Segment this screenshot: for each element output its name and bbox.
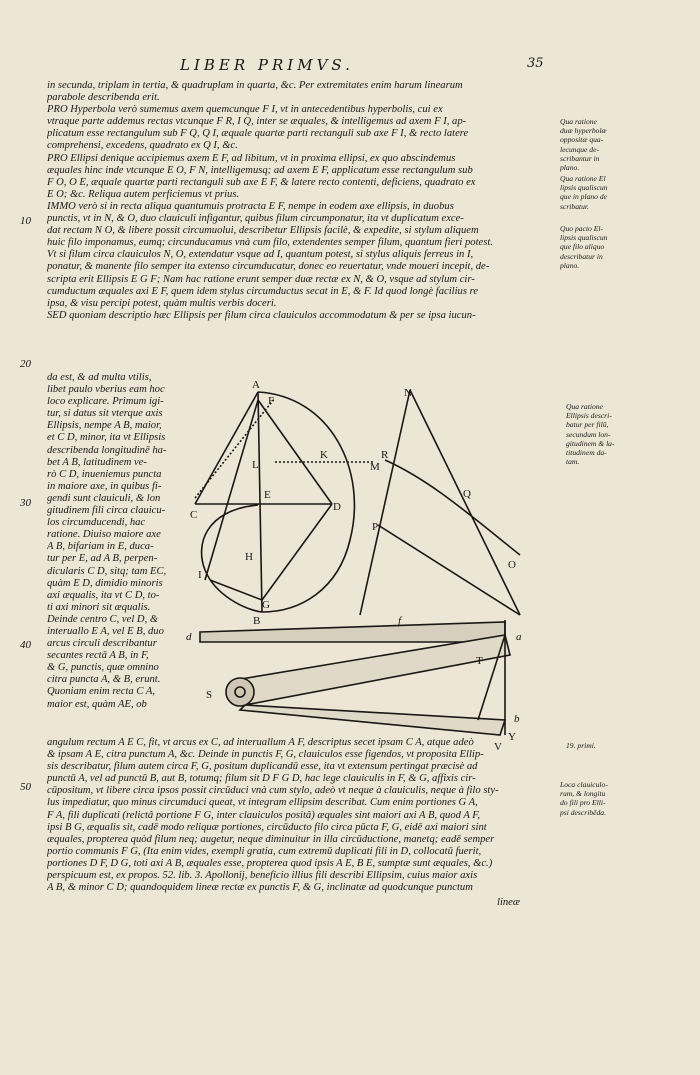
margin-note-line: lipsis qualiscun — [560, 183, 608, 193]
figure-label-v: V — [494, 741, 502, 753]
margin-note-line: rum, & longitu — [560, 789, 606, 799]
figure-label-q: Q — [463, 488, 471, 500]
margin-note-line: Qua ratione — [566, 402, 603, 411]
text-line: F A, fili duplicati (relictâ portione F G, inter clauiculos positâ) æquales sint maiori axi A B, quod A F, — [47, 809, 481, 821]
margin-note-line: que filo aliquo — [560, 242, 605, 252]
running-title: LIBER PRIMVS. — [180, 56, 354, 74]
margin-note-line: oppositæ qua- — [560, 135, 604, 145]
margin-note-line: secundum lon- — [566, 429, 611, 439]
text-line: rò C D, inueniemus puncta — [47, 468, 162, 480]
figure-label-d: D — [333, 501, 341, 513]
text-line: secantes rectā A B, in F, — [47, 650, 149, 662]
instrument-arm-lower — [240, 705, 505, 735]
text-line: A B, bifariam in E, duca- — [47, 541, 154, 553]
curve-rq — [385, 460, 520, 555]
text-line: A B, & minor C D; quandoquidem lineæ rectæ ex punctis F, & G, inclinatæ ad quodcunque punctum — [47, 882, 473, 894]
text-line: gendi sunt clauiculi, & lon — [47, 492, 161, 504]
margin-note-line: describatur in — [560, 251, 603, 261]
line-number: 50 — [20, 781, 31, 793]
text-line: ipsa, & visu percipi potest, quàm multis verbis doceri. — [47, 297, 277, 309]
figure-label-f: f — [398, 615, 402, 627]
text-line: F O, O E, æquale quartæ parti rectanguli sub axe E F, & latere recto contenti, deficiens, quadrato ex — [47, 176, 476, 188]
margin-note-line: duæ hyperbolæ — [560, 126, 607, 136]
text-line: E O; &c. Reliqua autem perficiemus vt prius. — [47, 188, 240, 200]
text-line: loco explicare. Primum igi- — [47, 396, 164, 408]
line-ac — [195, 392, 258, 504]
line-number: 20 — [20, 358, 31, 370]
margin-note-line: plano. — [560, 162, 580, 172]
text-line: maior est, quàm AE, ob — [47, 698, 147, 710]
text-line: dicularis C D, sitq; tam EC, — [47, 565, 167, 577]
text-line: da est, & ad multa vtilis, — [47, 372, 152, 383]
margin-note-line: scribatur. — [560, 201, 589, 211]
text-line: gitudinem fili circa clauicu- — [47, 505, 166, 517]
text-line: cumductum æquales axi E F, quem idem stylus circumductus secat in E, & F. Id quod longè facilius re — [47, 285, 479, 297]
text-line: in secunda, triplam in tertia, & quadruplam in quarta, &c. Per extremitates enim harum linearum — [47, 80, 463, 91]
line-number: 40 — [20, 639, 31, 651]
text-line: & G, punctis, quæ omnino — [47, 662, 159, 674]
major-axis — [258, 392, 262, 612]
figure-label-s: S — [206, 689, 213, 701]
line-number: 30 — [20, 497, 31, 509]
text-line: ponatur, & manente filo semper ita extenso circumducatur, donec eo reuertatur, vnde moueri incepit, de- — [47, 261, 490, 273]
figure-label-d: d — [186, 631, 192, 643]
figure-label-k: K — [320, 449, 328, 461]
text-line: Deinde centro C, vel D, & — [47, 613, 159, 625]
margin-note-line: do fili pro Elli- — [560, 798, 606, 808]
text-line: PRO Hyperbola verò sumemus axem quemcunque F I, vt in antecedentibus hyperbolis, cui ex — [47, 104, 443, 116]
text-line: PRO Ellipsi denique accipiemus axem E F, ad libitum, vt in proxima ellipsi, ex quo abscindemus — [47, 152, 456, 164]
instrument-rod — [200, 622, 505, 642]
text-line: angulum rectum A E C, fit, vt arcus ex C, ad interuallum A F, descriptus secet ipsam C A, atque adeò — [47, 737, 474, 748]
text-line: ratione. Diuiso maiore axe — [47, 529, 161, 541]
text-line: ipsi B G, æqualis sit, cadē modo reliquæ portiones, circūducto filo circa pūcta F, G, eidē axi maiori sint — [47, 821, 487, 833]
margin-note-line: lecunque de- — [560, 144, 600, 154]
text-line: comprehensi, excedens, quadrato ex Q I, &c. — [47, 140, 238, 152]
text-line: Vt si filum circa clauiculos N, O, extendatur vsque ad I, quantum potest, si stylus aliquis ferreus in I, — [47, 249, 474, 261]
figure-label-o: O — [508, 559, 516, 571]
line-nq — [410, 390, 520, 615]
text-line: plicatum esse rectangulum sub F Q, Q I, æquale quartæ parti rectanguli sub axe F I, & recto latere — [47, 128, 469, 140]
margin-note-line: Qua ratione El — [560, 174, 606, 183]
line-dg — [262, 504, 332, 600]
text-line: et C D, minor, ita vt Ellipsis — [47, 432, 166, 444]
figure-label-y: Y — [508, 731, 516, 743]
figure-label-g: G — [262, 599, 270, 611]
text-line: & ipsam A E, citra punctum A, &c. Deinde in punctis F, G, clauiculos esse figendos, vt proposita Ellip- — [47, 749, 484, 761]
margin-note-line: Loca clauiculo- — [560, 780, 608, 789]
text-line: interuallo E A, vel E B, duo — [47, 625, 164, 637]
margin-note-line: batur per filū, — [566, 420, 609, 430]
text-line: parabole describenda erit. — [47, 92, 160, 104]
margin-note-line: titudinem da- — [566, 447, 607, 457]
figure-label-p: P — [372, 521, 379, 533]
text-line: describenda longitudinē ha- — [47, 444, 167, 456]
text-line: portiones D F, D G, toti axi A B, æquales esse, propterea quod ipsis A E, B E, sumptæ sunt æquales, &c.) — [47, 857, 493, 869]
text-line: libet paulo vberius eam hoc — [47, 384, 165, 396]
text-line: punctū A, vel ad punctū B, aut B, totumq; filum sit D F G D, hac lege clauiculis in F, & G, affixis cir- — [47, 773, 476, 785]
text-line: Ellipsis, nempe A B, maior, — [47, 420, 162, 432]
margin-note-line: Quo pacto El- — [560, 224, 604, 233]
figure-label-m: M — [370, 461, 380, 473]
instrument-pivot — [226, 678, 254, 706]
margin-note-line: tam. — [566, 457, 580, 467]
text-line: scripta erit Ellipsis E G F; Nam hac ratione erunt semper duæ rectæ ex N, & O, vsque ad stylum cir- — [47, 273, 475, 285]
figure-label-t: T — [476, 655, 483, 667]
figure-label-i: I — [198, 569, 202, 581]
text-line: IMMO verò si in recta aliqua quantumuis protracta E F, nempe in eodem axe ellipsis, in duobus — [47, 200, 454, 212]
figure-label-f: F — [268, 395, 275, 407]
figure-label-r: R — [381, 449, 389, 461]
figure-label-b: B — [253, 615, 261, 627]
figure-label-l: L — [252, 459, 259, 471]
margin-note-line: gitudinem & la- — [566, 438, 615, 448]
text-line: dat rectam N O, & libere possit circumuolui, describetur Ellipsis facilè, & expedite, si stylum aliquem — [47, 225, 479, 237]
margin-note-line: plano. — [560, 260, 580, 270]
text-line: in maiore axe, in quibus fi- — [47, 480, 162, 492]
text-line: perspicuum est, ex propos. 52. lib. 3. Apollonij, beneficio illius fili describi Ellipsim, cuius maior axis — [47, 870, 478, 882]
text-line: arcus circuli describantur — [47, 638, 157, 650]
text-line: Quoniam enim recta C A, — [47, 686, 155, 698]
text-line: SED quoniam descriptio hæc Ellipsis per filum circa clauiculos accommodatum & per se ipsa iucun- — [47, 309, 476, 321]
margin-note-line: lipsis qualiscun — [560, 233, 608, 243]
figure-label-a: A — [252, 379, 260, 391]
line-no — [360, 390, 410, 615]
text-line: ti axi minori sit æqualis. — [47, 601, 151, 613]
text-line: axi æqualis, ita vt C D, to- — [47, 589, 160, 601]
text-line: tur, si datus sit vterque axis — [47, 408, 163, 420]
margin-note-line: scribantur in — [560, 153, 600, 163]
text-line: huic filo imponamus, eumq; circunducamus vnà cum filo, extendentes semper filum, quantum fieri potest. — [47, 237, 493, 249]
figure-label-a: a — [516, 631, 522, 643]
text-line: cūpositum, vt libere circa ipsos possit circūduci vnà cum stylo, adeò vt neque à clauiculis, neque à filo sty- — [47, 785, 499, 797]
text-line: lus impediatur, quo minus circumduci queat, vt integram ellipsim describat. Cum enim portiones G A, — [47, 797, 478, 809]
text-line: portio communis F G, (Ita enim vides, exempli gratia, cum extremū duplicati fili in D, collocatū fuerit, — [47, 845, 482, 857]
text-line: æquales hinc inde vtcunque E O, F N, intelligemusq; ad axem E F, applicatum esse rectangulum sub — [47, 164, 473, 176]
figure-label-e: E — [264, 489, 271, 501]
text-line: citra puncta A, & B, erunt. — [47, 674, 161, 686]
text-line: los circumducendi, hac — [47, 517, 146, 529]
text-line: vtraque parte addemus rectas vtcunque F R, I Q, inter se æquales, & intelligemus ad axem F I, ap- — [47, 116, 467, 128]
figure-label-c: C — [190, 509, 198, 521]
text-line: æquales, propterea quòd filum neq; augetur, neque diminuitur in illa circūductione, manetq; eadē semper — [47, 833, 495, 845]
figure-label-h: H — [245, 551, 253, 563]
margin-note-line: Ellipsis descri- — [566, 411, 612, 421]
text-line: punctis, vt in N, & O, duo clauiculi infigantur, quibus filum circumponatur, ita vt duplicatum exce- — [47, 213, 464, 225]
text-line: sis describatur, filum autem circa F, G, positum duplicandū esse, ita vt extensum pertingat præcisè ad — [47, 761, 478, 773]
figure-label-b: b — [514, 713, 520, 725]
page-number: 35 — [527, 56, 544, 71]
text-line: quàm E D, dimidio minoris — [47, 577, 163, 589]
line-number: 10 — [20, 215, 31, 227]
margin-note-line: 19. primi. — [566, 741, 596, 750]
margin-note-line: psi describēda. — [560, 807, 606, 817]
text-line: bet A B, latitudinem ve- — [47, 456, 147, 468]
catchword: lineæ — [497, 897, 520, 908]
text-line: tur per E, ad A B, perpen- — [47, 553, 158, 565]
figure-label-n: N — [404, 387, 412, 399]
margin-note-line: Qua ratione — [560, 117, 597, 126]
margin-note-line: que in plano de — [560, 192, 608, 202]
instrument-arm-upper — [235, 635, 510, 705]
